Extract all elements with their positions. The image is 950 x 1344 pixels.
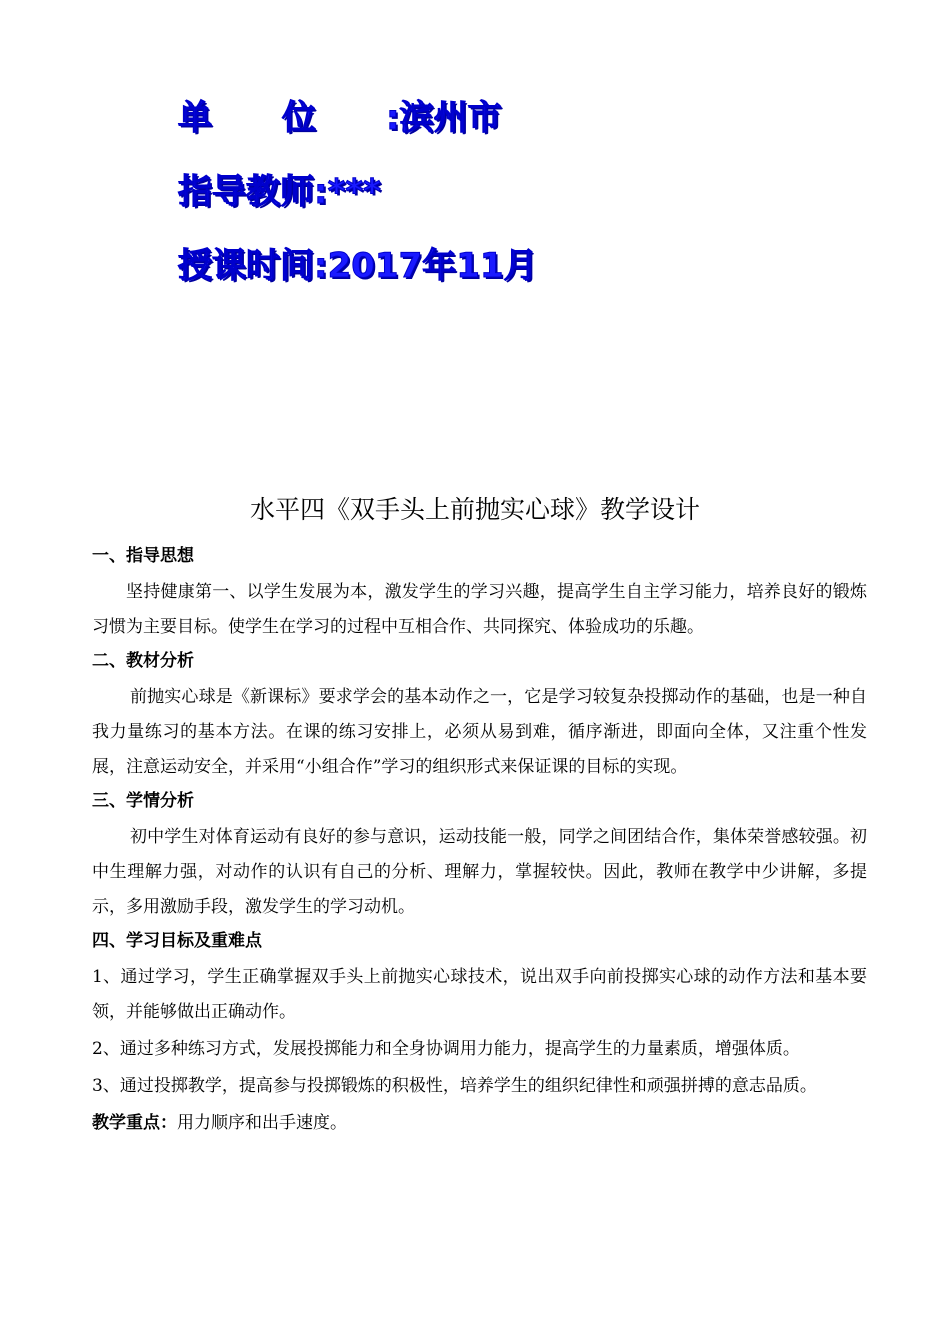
section-heading: 一、指导思想 xyxy=(92,546,194,566)
cover-teacher-line xyxy=(178,172,381,212)
cover-teacher-label: 指导教师 xyxy=(178,172,314,212)
cover-unit-line xyxy=(178,98,502,138)
section-heading: 三、学情分析 xyxy=(92,791,194,811)
section-guiding-ideology xyxy=(92,542,867,645)
objective-item: 1、通过学习，学生正确掌握双手头上前抛实心球技术，说出双手向前投掷实心球的动作方法和基本要领，并能够做出正确动作。 xyxy=(92,967,867,1022)
cover-unit-label: 单位 xyxy=(178,98,386,138)
section-heading: 四、学习目标及重难点 xyxy=(92,931,262,951)
key-point-label: 教学重点： xyxy=(92,1113,177,1133)
section-paragraph: 初中学生对体育运动有良好的参与意识，运动技能一般，同学之间团结合作，集体荣誉感较强。初中生理解力强，对动作的认识有自己的分析、理解力，掌握较快。因此，教师在教学中少讲解，多提示，多用激励手段，激发学生的学习动机。 xyxy=(92,827,867,917)
key-point-text: 用力顺序和出手速度。 xyxy=(177,1113,347,1133)
section-paragraph: 坚持健康第一、以学生发展为本，激发学生的学习兴趣，提高学生自主学习能力，培养良好的锻炼习惯为主要目标。使学生在学习的过程中互相合作、共同探究、体验成功的乐趣。 xyxy=(92,582,867,637)
section-learning-objectives xyxy=(92,927,867,1104)
section-heading: 二、教材分析 xyxy=(92,651,194,671)
cover-time-value: :2017年11月 xyxy=(314,246,538,286)
document-body xyxy=(92,542,867,1141)
document-title: 水平四《双手头上前抛实心球》教学设计 xyxy=(249,495,700,524)
section-material-analysis xyxy=(92,647,867,785)
cover-teacher-value: :*** xyxy=(314,172,381,212)
teaching-key-point xyxy=(92,1106,867,1141)
cover-time-line xyxy=(178,246,538,286)
section-learner-analysis xyxy=(92,787,867,925)
cover-unit-value: :滨州市 xyxy=(386,98,502,138)
cover-time-label: 授课时间 xyxy=(178,246,314,286)
objective-item: 3、通过投掷教学，提高参与投掷锻炼的积极性，培养学生的组织纪律性和顽强拼搏的意志品质。 xyxy=(92,1076,817,1096)
objective-item: 2、通过多种练习方式，发展投掷能力和全身协调用力能力，提高学生的力量素质，增强体质。 xyxy=(92,1039,800,1059)
section-paragraph: 前抛实心球是《新课标》要求学会的基本动作之一，它是学习较复杂投掷动作的基础，也是一种自我力量练习的基本方法。在课的练习安排上，必须从易到难，循序渐进，即面向全体，又注重个性发展，注意运动安全，并采用“小组合作”学习的组织形式来保证课的目标的实现。 xyxy=(92,687,867,777)
